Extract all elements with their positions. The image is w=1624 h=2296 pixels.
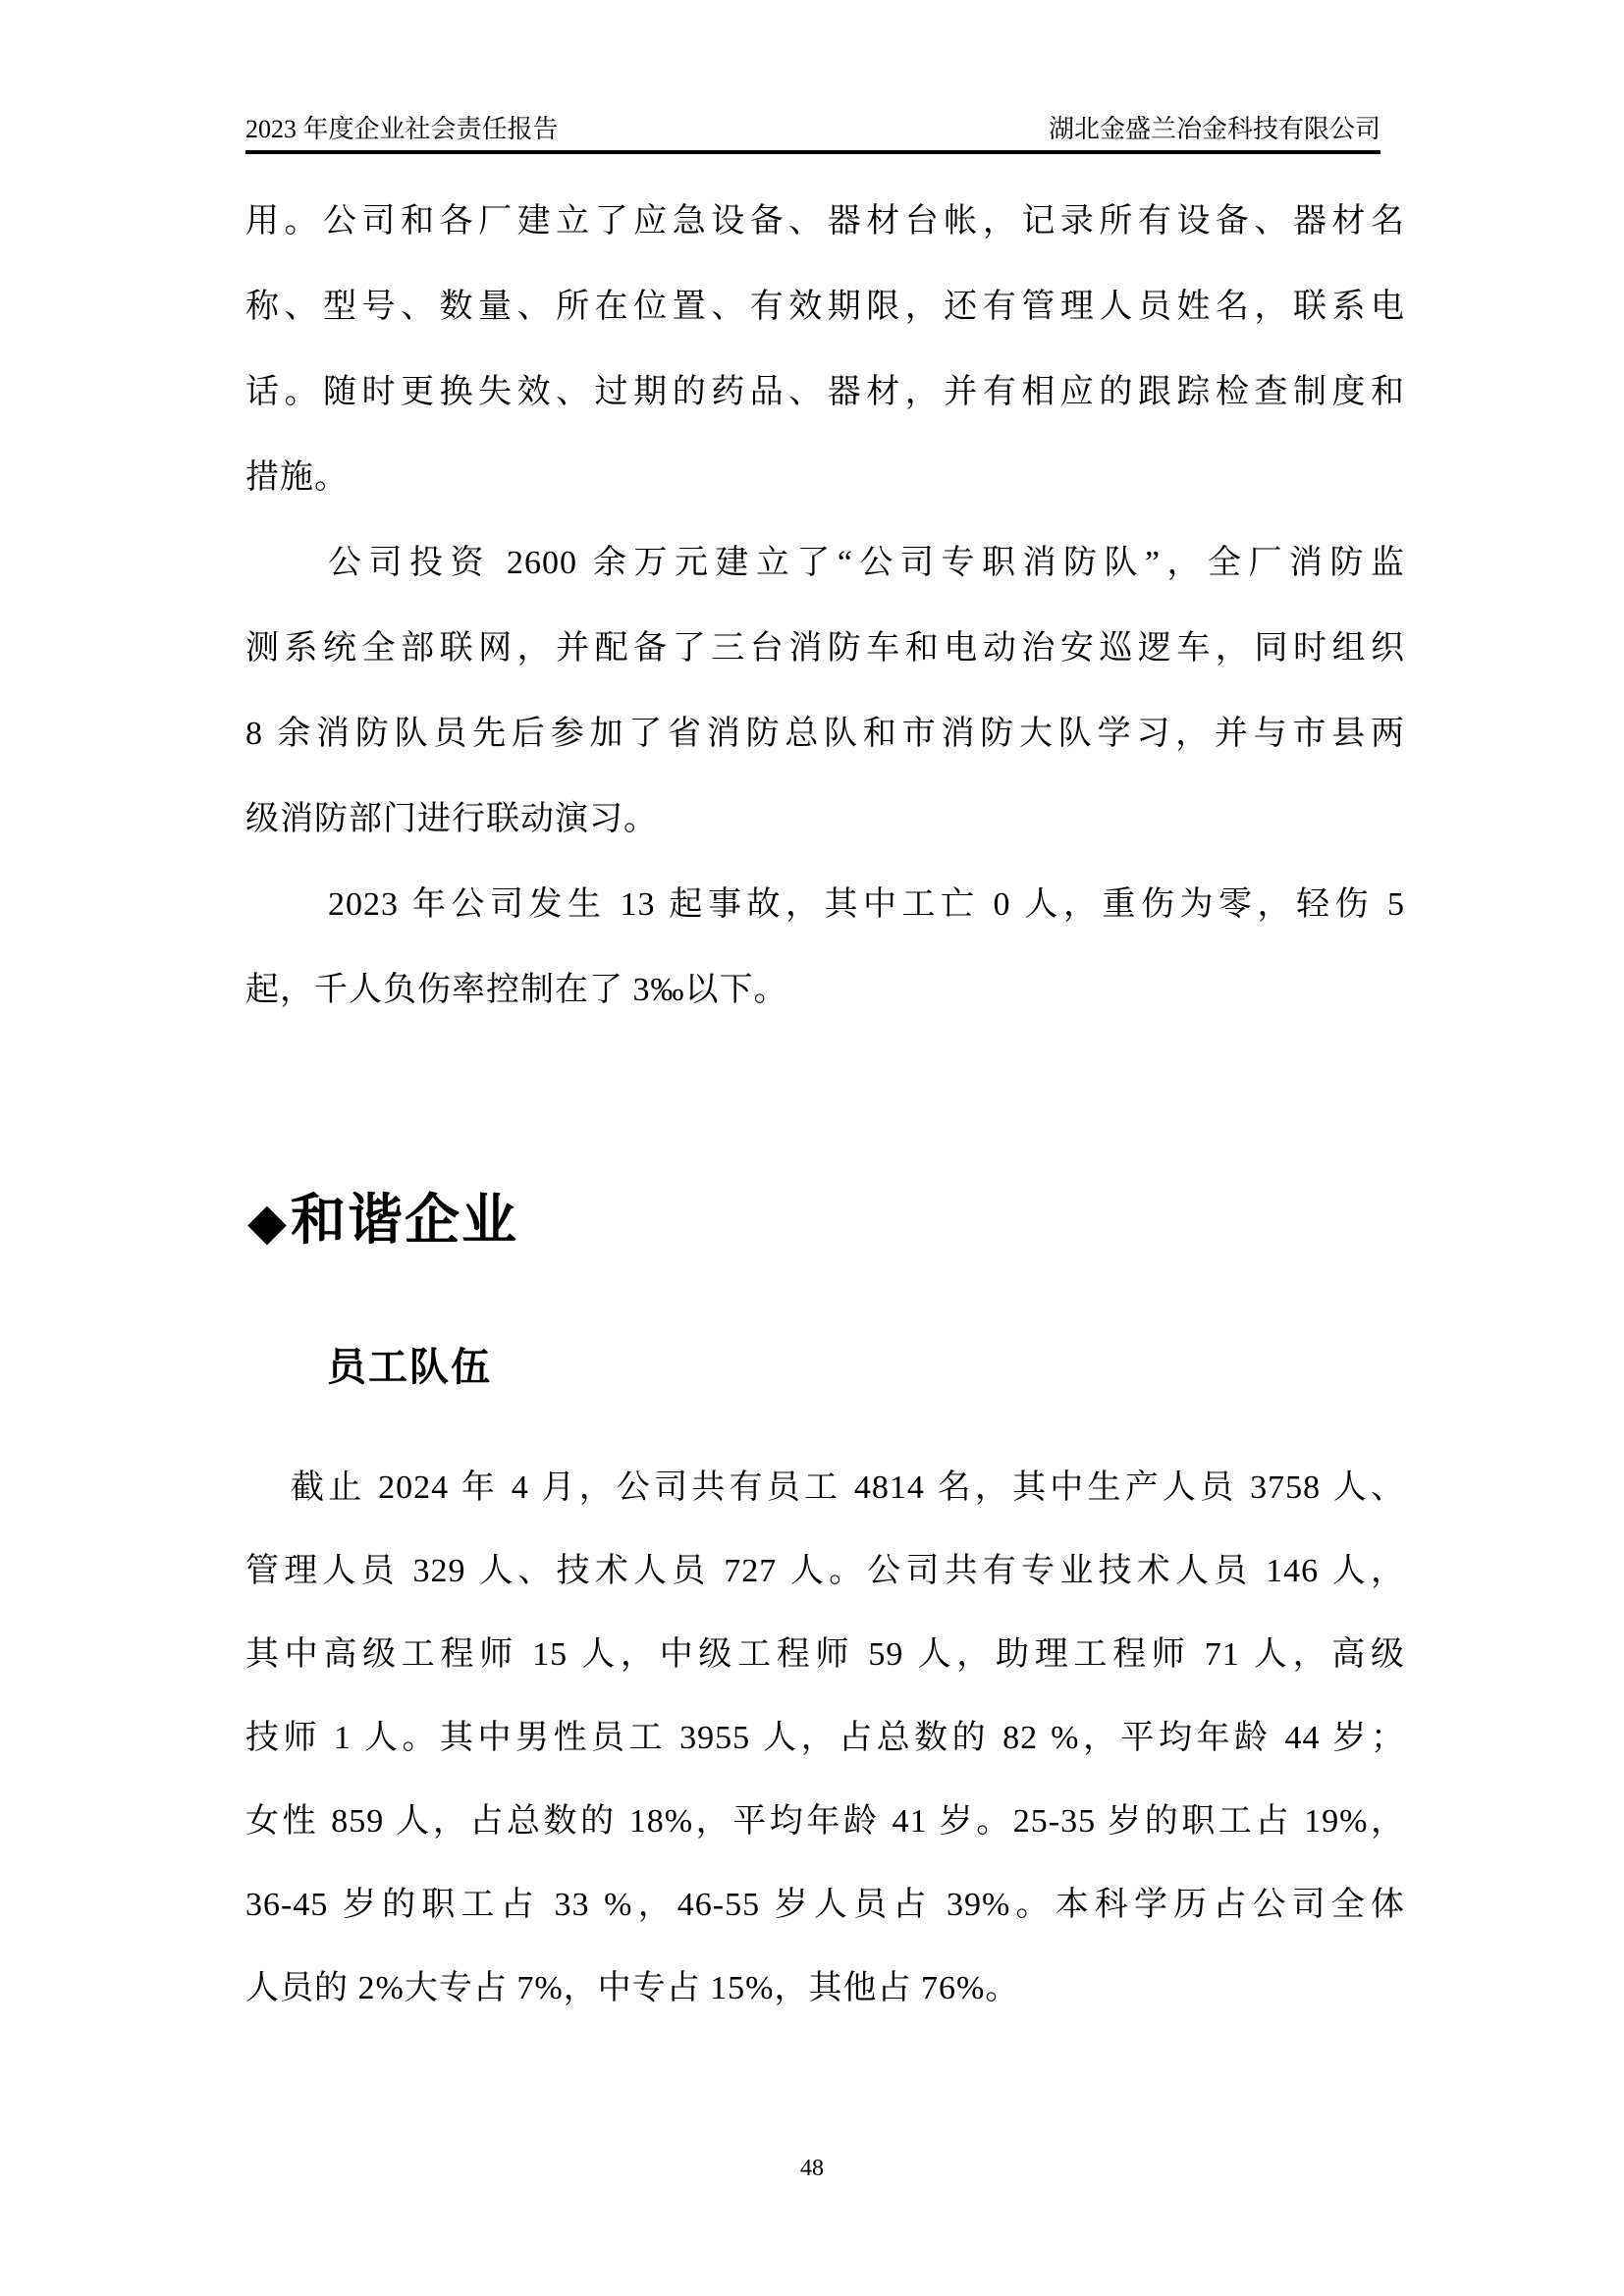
body-line: 测系统全部联网，并配备了三台消防车和电动治安巡逻车，同时组织	[245, 630, 1405, 667]
body-line: 人员的 2%大专占 7%，中专占 15%，其他占 76%。	[245, 1970, 1020, 2006]
body-line: 8 余消防队员先后参加了省消防总队和市消防大队学习，并与市县两	[245, 716, 1405, 752]
body-line: 截止 2024 年 4 月，公司共有员工 4814 名，其中生产人员 3758 人、	[291, 1469, 1405, 1506]
diamond-icon: ◆	[247, 1195, 289, 1251]
body-line: 起，千人负伤率控制在了 3‰以下。	[245, 972, 788, 1008]
employee-paragraph	[245, 1446, 1405, 2030]
body-line: 36-45 岁的职工占 33 %，46-55 岁人员占 39%。本科学历占公司全体	[245, 1887, 1405, 1923]
header-report-title: 2023 年度企业社会责任报告	[245, 115, 559, 143]
body-line: 技师 1 人。其中男性员工 3955 人，占总数的 82 %，平均年龄 44 岁；	[245, 1720, 1405, 1756]
body-line: 女性 859 人，占总数的 18%，平均年龄 41 岁。25-35 岁的职工占 19%，	[245, 1803, 1405, 1840]
body-line: 话。随时更换失效、过期的药品、器材，并有相应的跟踪检查制度和	[245, 374, 1405, 410]
body-line: 2023 年公司发生 13 起事故，其中工亡 0 人，重伤为零，轻伤 5	[328, 886, 1405, 923]
subsection-title: 员工队伍	[327, 1346, 492, 1389]
section-heading	[247, 1184, 518, 1260]
body-line: 管理人员 329 人、技术人员 727 人。公司共有专业技术人员 146 人，	[245, 1553, 1405, 1589]
body-line: 称、型号、数量、所在位置、有效期限，还有管理人员姓名，联系电	[245, 289, 1405, 325]
page-header	[245, 114, 1380, 154]
body-line: 用。公司和各厂建立了应急设备、器材台帐，记录所有设备、器材名	[245, 203, 1405, 240]
header-company-name: 湖北金盛兰冶金科技有限公司	[1048, 115, 1380, 143]
body-line: 其中高级工程师 15 人，中级工程师 59 人，助理工程师 71 人，高级	[245, 1636, 1405, 1673]
body-line: 公司投资 2600 余万元建立了“公司专职消防队”，全厂消防监	[328, 545, 1405, 581]
body-line: 措施。	[245, 459, 349, 496]
body-text	[245, 179, 1405, 1033]
section-title: 和谐企业	[291, 1191, 518, 1252]
body-line: 级消防部门进行联动演习。	[245, 801, 658, 837]
page-number: 48	[800, 2156, 824, 2181]
